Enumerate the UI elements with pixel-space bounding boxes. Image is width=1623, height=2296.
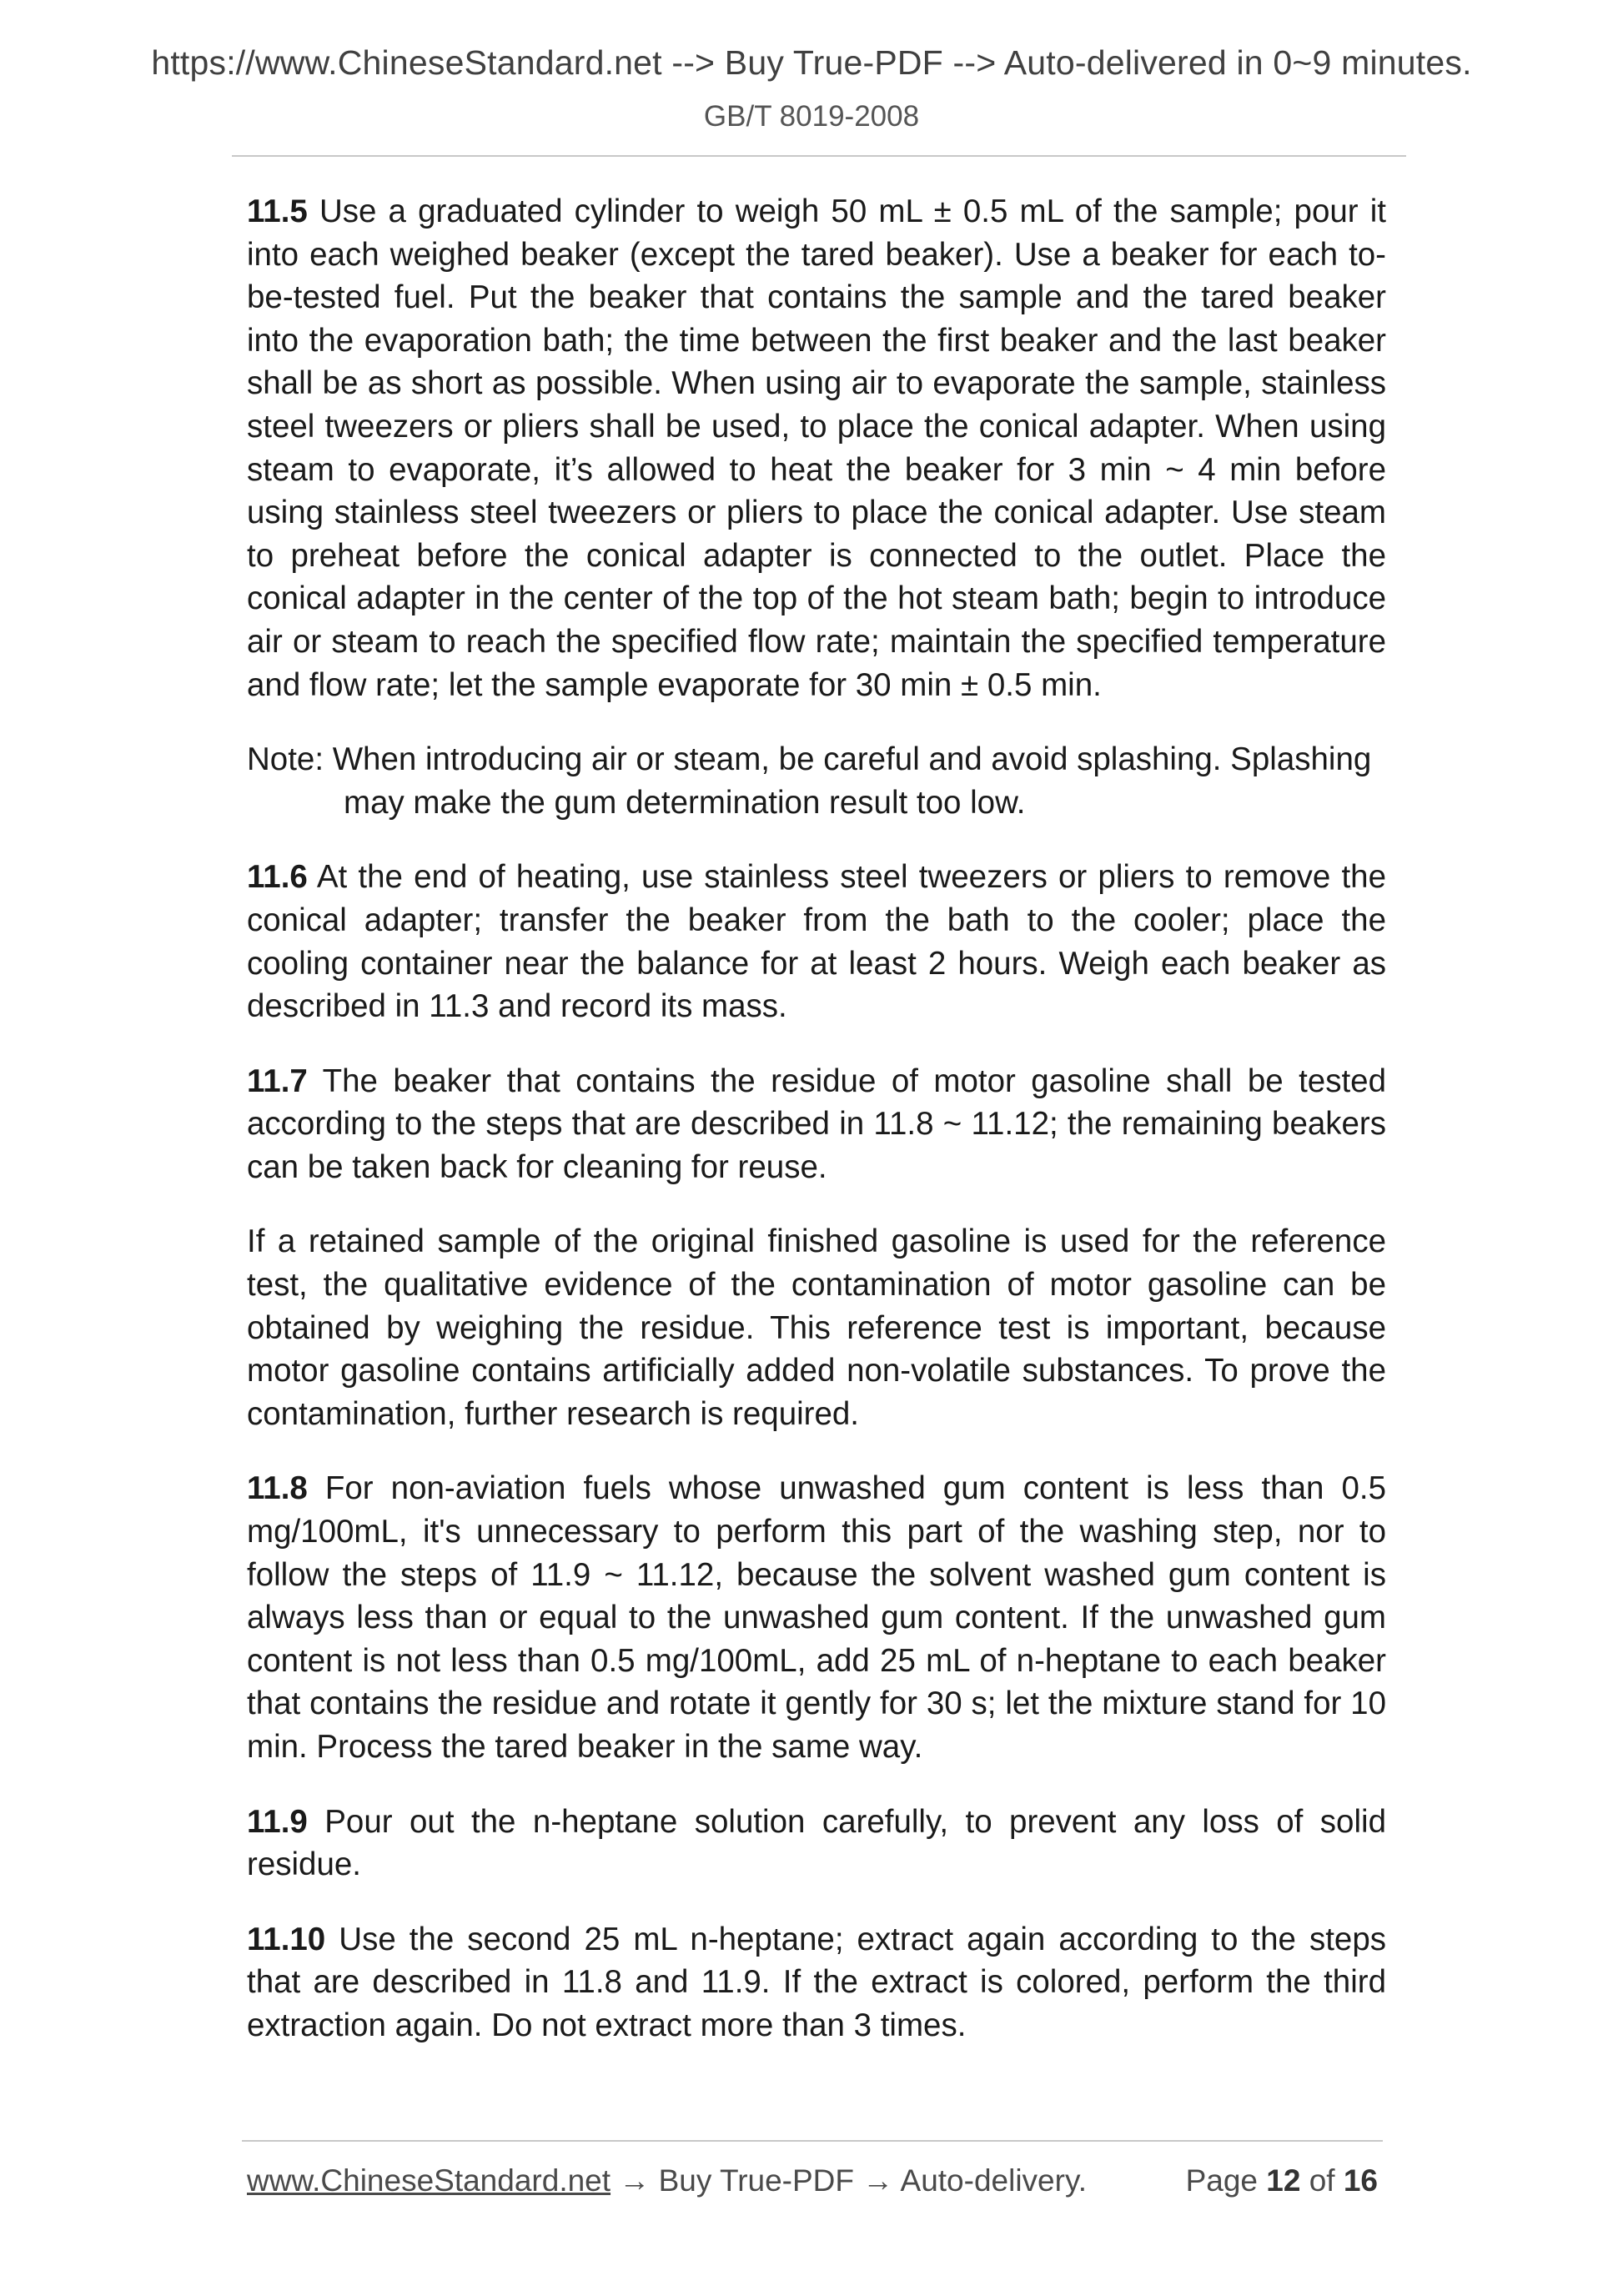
of-label: of <box>1309 2163 1335 2198</box>
page-content <box>247 190 1386 2079</box>
section-11-7 <box>247 1060 1386 1189</box>
page-total: 16 <box>1343 2163 1378 2198</box>
section-11-5 <box>247 190 1386 706</box>
note-block <box>247 738 1386 824</box>
page-label: Page <box>1185 2163 1258 2198</box>
section-11-6 <box>247 856 1386 1027</box>
section-text: Use the second 25 mL n-heptane; extract again according to the steps that are described in 11.8 and 11.9. If the extract is colored, perform the third extraction again. Do not extract more than 3 times. <box>247 1921 1386 2043</box>
page-indicator <box>1186 2163 1378 2198</box>
note-line-2: may make the gum determination result too low. <box>344 784 1026 821</box>
section-11-10 <box>247 1918 1386 2047</box>
section-number: 11.7 <box>247 1063 308 1099</box>
footer <box>247 2163 1378 2198</box>
note-line-1: Note: When introducing air or steam, be careful and avoid splashing. Splashing <box>247 741 1372 778</box>
section-number: 11.10 <box>247 1921 326 1957</box>
section-text: Use a graduated cylinder to weigh 50 mL ± 0.5 mL of the sample; pour it into each weighed beaker (except the tared beaker). Use a beaker for each to-be-tested fuel. Put the beaker that contains the sample and the tared beaker into the evaporation bath; the time between the first beaker and the last beaker shall be as short as possible. When using air to evaporate the sample, stainless steel tweezers or pliers shall be used, to place the conical adapter. When using steam to evaporate, it’s allowed to heat the beaker for 3 min ~ 4 min before using stainless steel tweezers or pliers to place the conical adapter. Use steam to preheat before the conical adapter is connected to the outlet. Place the conical adapter in the center of the top of the hot steam bath; begin to introduce air or steam to reach the specified flow rate; maintain the specified temperature and flow rate; let the sample evaporate for 30 min ± 0.5 min. <box>247 193 1386 703</box>
header-url: https://www.ChineseStandard.net --> Buy True-PDF --> Auto-delivered in 0~9 minutes. <box>151 43 1472 82</box>
footer-site-link[interactable]: www.ChineseStandard.net <box>247 2163 611 2198</box>
section-number: 11.6 <box>247 859 308 896</box>
section-text: At the end of heating, use stainless steel tweezers or pliers to remove the conical adapter; transfer the beaker from the bath to the cooler; place the cooling container near the balance for at least 2 hours. Weigh each beaker as described in 11.3 and record its mass. <box>247 859 1386 1025</box>
header-divider <box>232 155 1406 157</box>
section-text: For non-aviation fuels whose unwashed gum content is less than 0.5 mg/100mL, it's unnecessary to perform this part of the washing step, nor to follow the steps of 11.9 ~ 11.12, because the solvent washed gum content is always less than or equal to the unwashed gum content. If the unwashed gum content is not less than 0.5 mg/100mL, add 25 mL of n-heptane to each beaker that contains the residue and rotate it gently for 30 s; let the mixture stand for 10 min. Process the tared beaker in the same way. <box>247 1470 1386 1765</box>
reference-test-paragraph: If a retained sample of the original finished gasoline is used for the reference test, the qualitative evidence of the contamination of motor gasoline can be obtained by weighing the residue. This reference test is important, because motor gasoline contains artificially added non-volatile substances. To prove the contamination, further research is required. <box>247 1223 1386 1432</box>
section-11-8 <box>247 1467 1386 1768</box>
section-text: Pour out the n-heptane solution carefully, to prevent any loss of solid residue. <box>247 1803 1386 1883</box>
page-number: 12 <box>1266 2163 1301 2198</box>
section-11-9 <box>247 1801 1386 1887</box>
section-text: The beaker that contains the residue of motor gasoline shall be tested according to the steps that are described in 11.8 ~ 11.12; the remaining beakers can be taken back for cleaning for reuse. <box>247 1063 1386 1185</box>
footer-tagline: → Buy True-PDF → Auto-delivery. <box>611 2163 1087 2198</box>
footer-divider <box>242 2140 1383 2142</box>
header-standard-code: GB/T 8019-2008 <box>703 100 920 133</box>
section-number: 11.9 <box>247 1803 308 1840</box>
section-number: 11.8 <box>247 1470 308 1507</box>
section-number: 11.5 <box>247 193 308 229</box>
